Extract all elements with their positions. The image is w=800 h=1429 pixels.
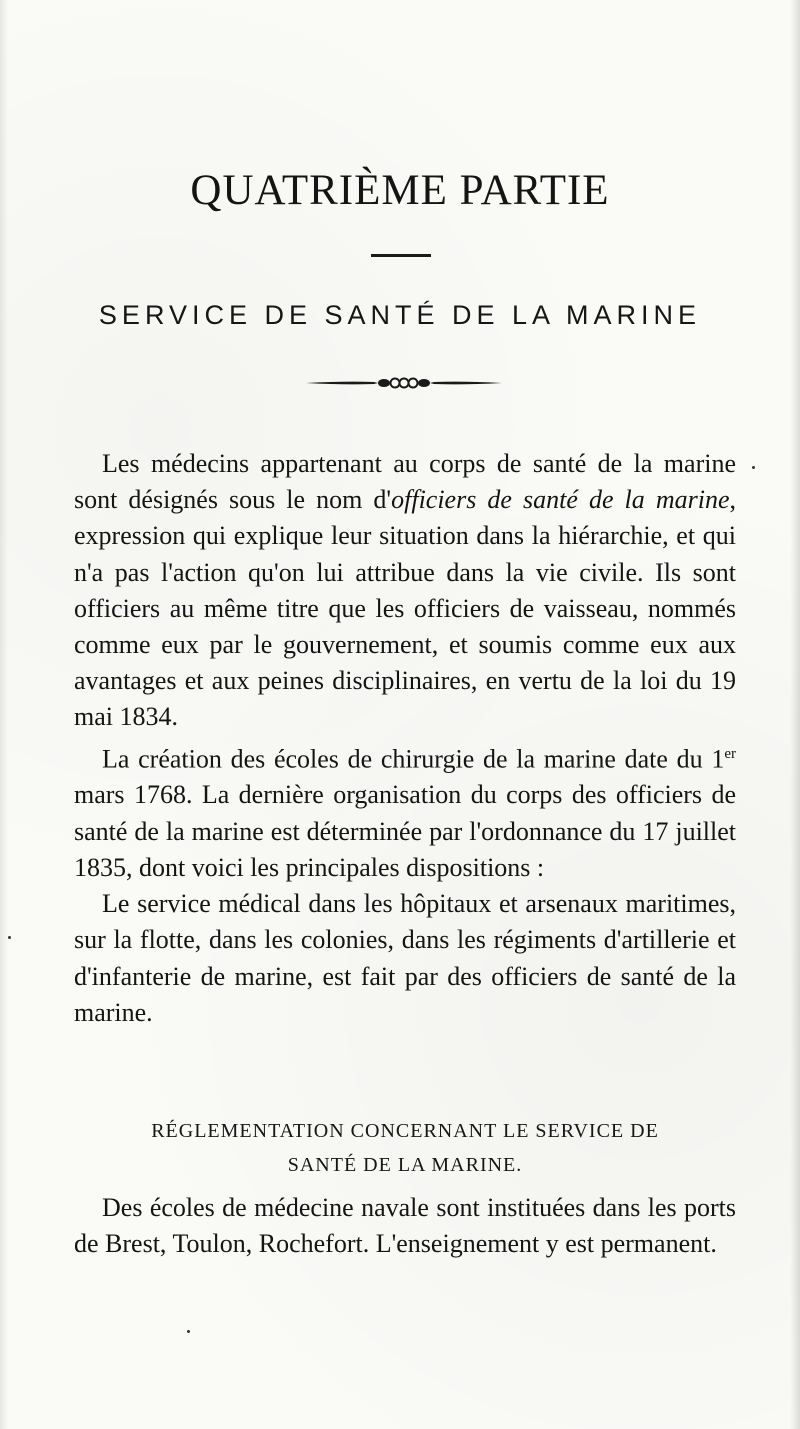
part-title: QUATRIÈME PARTIE (190, 167, 610, 214)
title-rule (371, 254, 431, 257)
paragraph1-text-end: , expression qui explique leur situation dans la hiérarchie, et qui n'a pas l'action qu'on lui attribue dans la vie civile. Ils sont officiers au même titre que les officiers de vaisseau, nommés comme eux par le gouvernement, et soumis comme eux aux avantages et aux peines disciplinaires, en vertu de la loi du 19 mai 1834. (74, 485, 737, 732)
paragraph2-ordinal-superscript: er (724, 745, 736, 762)
print-speck (187, 1330, 190, 1333)
main-text-block (74, 446, 736, 1031)
reglementation-heading-line2: SANTÉ DE LA MARINE. (287, 1154, 523, 1176)
paragraph-service-medical: Le service médical dans les hôpitaux et arsenaux maritimes, sur la flotte, dans les colonies, dans les régiments d'artillerie et d'infanterie de marine, est fait par des officiers de santé de la marine. (74, 889, 736, 1027)
section-title: SERVICE DE SANTÉ DE LA MARINE (98, 300, 702, 330)
reglementation-heading (74, 1114, 736, 1182)
paragraph1-italic-term: officiers de santé de la marine (391, 485, 730, 515)
paragraph-ecoles-navales: Des écoles de médecine navale sont instituées dans les ports de Brest, Toulon, Rochefort. L'enseignement y est permanent. (74, 1193, 736, 1259)
paragraph2-text-start: La création des écoles de chirurgie de la marine date du 1 (102, 744, 725, 774)
paragraph-creation-ecoles (74, 736, 736, 886)
paragraph2-text-end: mars 1768. La dernière organisation du corps des officiers de santé de la marine est déterminée par l'ordonnance du 17 juillet 1835, dont voici les principales dispositions : (74, 780, 736, 882)
paragraph-officiers-de-sante (74, 446, 736, 736)
paragraph1-text-start: Les médecins appartenant au corps de santé de la marine sont désignés sous le nom d' (74, 449, 736, 515)
print-speck (8, 936, 11, 939)
reglementation-heading-line1: RÉGLEMENTATION CONCERNANT LE SERVICE DE (151, 1120, 659, 1142)
print-speck (752, 466, 755, 469)
decorative-ornament-divider (304, 372, 504, 394)
second-text-block (74, 1190, 736, 1262)
